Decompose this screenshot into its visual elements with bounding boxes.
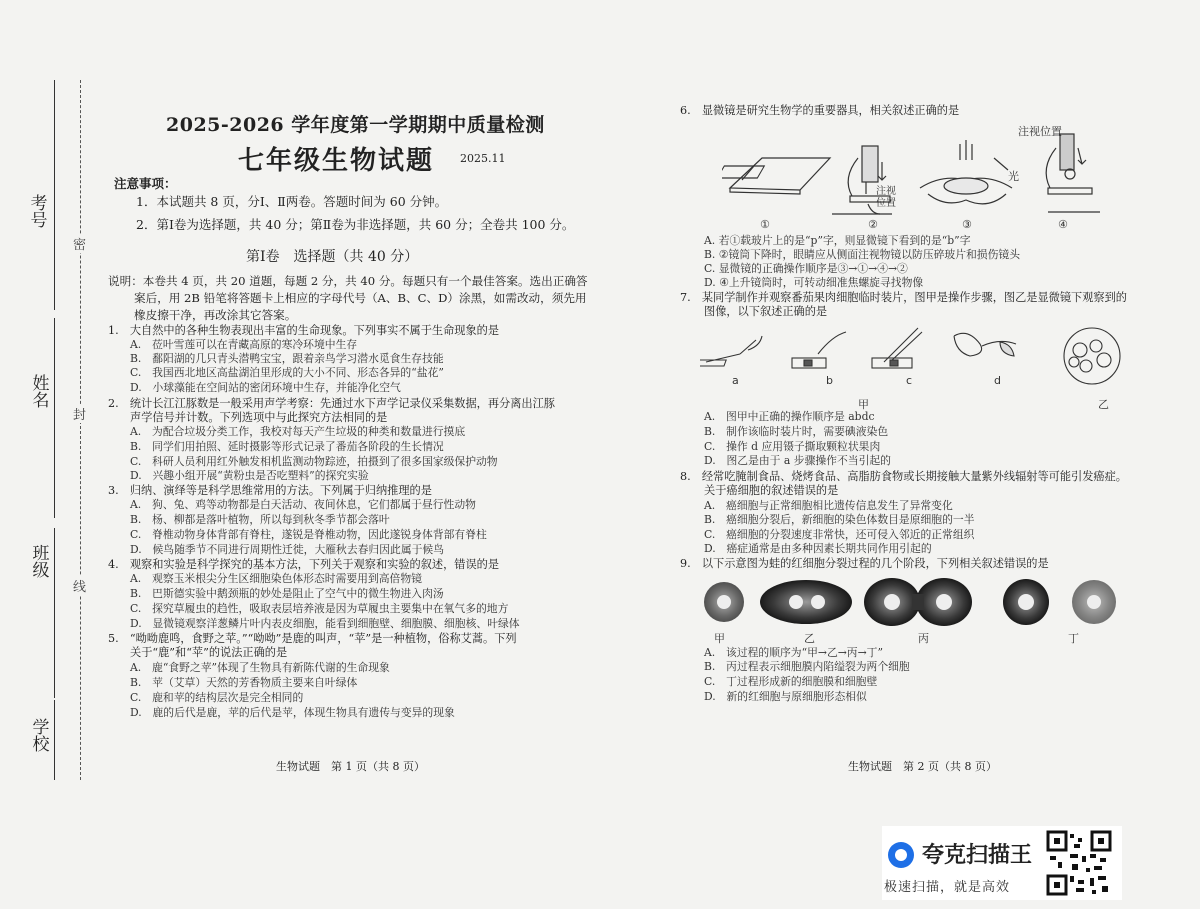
question-stem-cont: 声学信号并计数。下列选项中与此探究方法相同的是: [130, 411, 388, 424]
option-c: C. 显微镜的正确操作顺序是③→①→④→②: [704, 262, 908, 275]
option-d: D. 兴趣小组开展“黄粉虫是否吃塑料”的探究实验: [130, 469, 369, 482]
cell-label-bing: 丙: [918, 632, 929, 645]
scanner-brand: 夸克扫描王: [922, 843, 1033, 868]
option-d: D. 鹿的后代是鹿，苹的后代是苹，体现生物具有遗传与变异的现象: [130, 706, 455, 719]
figure-label-light: 光: [1008, 170, 1019, 183]
step-label-b: b: [826, 374, 833, 387]
notes-heading: 注意事项：: [114, 176, 177, 191]
figure-label-focus-4: 注视位置: [1018, 125, 1062, 138]
option-c: C. 脊椎动物身体背部有脊柱，遂锐是脊椎动物，因此遂锐身体背部有脊柱: [130, 528, 487, 541]
cell-division-figure: [700, 574, 1120, 632]
option-c: C. 鹿和苹的结构层次是完全相同的: [130, 691, 304, 704]
option-c: C. 丁过程形成新的细胞膜和细胞壁: [704, 675, 878, 688]
class-label: 班级: [32, 544, 50, 581]
option-b: B. 制作该临时装片时，需要碘液染色: [704, 425, 889, 438]
cell-label-jia: 甲: [714, 632, 725, 645]
option-a: A. 莅叶雪莲可以在青藏高原的寒冷环境中生存: [130, 338, 358, 351]
microscope-figure: [722, 118, 1122, 230]
question-stem: 8. 经常吃腌制食品、烧烤食品、高脂肪食物或长期接触大量紫外线辐射等可能引发癌症。: [680, 470, 1127, 483]
step-label-d: d: [994, 374, 1001, 387]
seal-xian: 线: [73, 576, 86, 595]
cell-division-drawings: [700, 574, 1120, 632]
class-line: [54, 528, 55, 698]
option-c: C. 我国西北地区高盐湖泊里形成的大小不同、形态各异的“盐花”: [130, 366, 444, 379]
option-b: B. 苹（艾草）天然的芳香物质主要来自叶绿体: [130, 676, 358, 689]
question-stem: 2. 统计长江江豚数是一般采用声学考察：先通过水下声学记录仪采集数据，再分离出江豚: [108, 397, 555, 410]
figure-num-3: ③: [962, 218, 972, 231]
option-a: A. 癌细胞与正常细胞相比遗传信息发生了异常变化: [704, 499, 953, 512]
scanner-slogan: 极速扫描，就是高效: [884, 880, 1011, 895]
option-c: C. 操作 d 应用镊子撕取颗粒状果肉: [704, 440, 881, 453]
exam-no-line: [54, 80, 55, 310]
section-instructions-3: 橡皮擦干净，再改涂其它答案。: [134, 308, 297, 322]
option-d: D. 新的红细胞与原细胞形态相似: [704, 690, 867, 703]
option-c: C. 探究草履虫的趋性，吸取表层培养液是因为草履虫主要集中在氧气多的地方: [130, 602, 509, 615]
page-footer-right: 生物试题 第 2 页（共 8 页）: [848, 760, 997, 773]
figure-label-jia: 甲: [858, 398, 869, 411]
question-stem: 4. 观察和实验是科学探究的基本方法，下列关于观察和实验的叙述，错误的是: [108, 558, 500, 571]
figure-num-2: ②: [868, 218, 878, 231]
option-b: B. 癌细胞分裂后，新细胞的染色体数目是原细胞的一半: [704, 513, 975, 526]
school-label: 学校: [32, 718, 50, 755]
option-a: A. 该过程的顺序为“甲→乙→丙→丁”: [704, 646, 883, 659]
scanner-watermark: [882, 826, 1122, 900]
cell-label-ding: 丁: [1068, 632, 1079, 645]
exam-subtitle: 七年级生物试题: [238, 146, 435, 176]
option-d: D. 癌症通常是由多种因素长期共同作用引起的: [704, 542, 932, 555]
slide-steps-drawings: [700, 322, 1130, 388]
question-stem-cont: 关于“鹿”和“苹”的说法正确的是: [130, 646, 288, 659]
cut-line: [80, 80, 81, 780]
option-d: D. 小球藻能在空间站的密闭环境中生存，并能净化空气: [130, 381, 401, 394]
figure-num-1: ①: [760, 218, 770, 231]
step-label-c: c: [906, 374, 913, 387]
school-line: [54, 700, 55, 780]
scanner-logo-icon: [888, 842, 914, 868]
name-label: 姓名: [32, 374, 50, 411]
section-instructions-2: 案后，用 2B 铅笔将答题卡上相应的字母代号（A、B、C、D）涂黑，如需改动，须先用: [134, 291, 587, 305]
option-b: B. 丙过程表示细胞膜内陷缢裂为两个细胞: [704, 660, 910, 673]
question-stem: 7. 某同学制作并观察番茄果肉细胞临时装片，图甲是操作步骤，图乙是显微镜下观察到的: [680, 291, 1127, 304]
question-stem-cont: 关于癌细胞的叙述错误的是: [704, 484, 839, 497]
step-label-a: a: [732, 374, 739, 387]
option-d: D. 显微镜观察洋葱鳞片叶内表皮细胞，能看到细胞壁、细胞膜、细胞核、叶绿体: [130, 617, 520, 630]
question-stem: 5. “呦呦鹿鸣，食野之苹。”“呦呦”是鹿的叫声，“苹”是一种植物，俗称艾蒿。下列: [108, 632, 517, 645]
option-a: A. 观察玉米根尖分生区细胞染色体形态时需要用到高倍物镜: [130, 572, 422, 585]
option-c: C. 科研人员利用红外触发相机监测动物踪迹，拍摄到了很多国家级保护动物: [130, 455, 498, 468]
option-d: D. 候鸟随季节不同进行周期性迁徙，大雁秋去春归因此属于候鸟: [130, 543, 445, 556]
section-instructions-1: 说明：本卷共 4 页，共 20 道题，每题 2 分，共 40 分。每题只有一个最佳答案。选出正确答: [108, 274, 588, 288]
question-stem: 3. 归纳、演绎等是科学思维常用的方法。下列属于归纳推理的是: [108, 484, 432, 497]
section-title: 第Ⅰ卷 选择题（共 40 分）: [246, 249, 419, 265]
figure-num-4: ④: [1058, 218, 1068, 231]
name-line: [54, 318, 55, 518]
option-b: B. 鄱阳湖的几只青头潜鸭宝宝，跟着亲鸟学习潜水觅食生存技能: [130, 352, 444, 365]
page-footer-left: 生物试题 第 1 页（共 8 页）: [276, 760, 425, 773]
figure-label-yi: 乙: [1098, 398, 1109, 411]
question-stem: 6. 显微镜是研究生物学的重要器具，相关叙述正确的是: [680, 104, 960, 117]
option-a: A. 图甲中正确的操作顺序是 abdc: [704, 410, 875, 423]
option-a: A. 若①载玻片上的是“p”字，则显微镜下看到的是“b”字: [704, 234, 971, 247]
option-c: C. 癌细胞的分裂速度非常快，还可侵入邻近的正常组织: [704, 528, 975, 541]
option-b: B. 同学们用拍照、延时摄影等形式记录了番茄各阶段的生长情况: [130, 440, 444, 453]
option-d: D. ④上升镜筒时，可转动细准焦螺旋寻找物像: [704, 276, 924, 289]
option-a: A. 为配合垃圾分类工作，我校对每天产生垃圾的种类和数量进行摸底: [130, 425, 466, 438]
option-b: B. 杨、柳都是落叶植物，所以每到秋冬季节都会落叶: [130, 513, 390, 526]
option-b: B. 巴斯德实验中鹅颈瓶的妙处是阻止了空气中的微生物进入肉汤: [130, 587, 444, 600]
cell-label-yi: 乙: [804, 632, 815, 645]
exam-title: 2025-2026 学年度第一学期期中质量检测: [166, 114, 545, 136]
seal-feng: 封: [73, 404, 86, 423]
option-d: D. 图乙是由于 a 步骤操作不当引起的: [704, 454, 891, 467]
question-stem: 9. 以下示意图为蛙的红细胞分裂过程的几个阶段，下列相关叙述错误的是: [680, 557, 1049, 570]
question-stem-cont: 图像，以下叙述正确的是: [704, 305, 828, 318]
notes-item-1: 1．本试题共 8 页，分Ⅰ、Ⅱ两卷。答题时间为 60 分钟。: [136, 194, 448, 209]
microscope-drawings: [722, 118, 1122, 230]
option-a: A. 狗、兔、鸡等动物都是白天活动、夜间休息，它们都属于昼行性动物: [130, 498, 476, 511]
seal-mi: 密: [73, 234, 86, 253]
exam-date: 2025.11: [460, 152, 506, 165]
notes-item-2: 2．第Ⅰ卷为选择题，共 40 分；第Ⅱ卷为非选择题，共 60 分；全卷共 100 分。: [136, 217, 575, 232]
qr-code-icon: [1046, 830, 1112, 896]
exam-no-label: 考号: [30, 194, 48, 231]
option-b: B. ②镜筒下降时，眼睛应从侧面注视物镜以防压碎玻片和损伤镜头: [704, 248, 1020, 261]
option-a: A. 鹿“食野之苹”体现了生物具有新陈代谢的生命现象: [130, 661, 390, 674]
question-stem: 1. 大自然中的各种生物表现出丰富的生命现象。下列事实不属于生命现象的是: [108, 324, 500, 337]
slide-preparation-figure: [700, 322, 1130, 388]
figure-label-focus-2: 注视位置: [876, 186, 896, 209]
